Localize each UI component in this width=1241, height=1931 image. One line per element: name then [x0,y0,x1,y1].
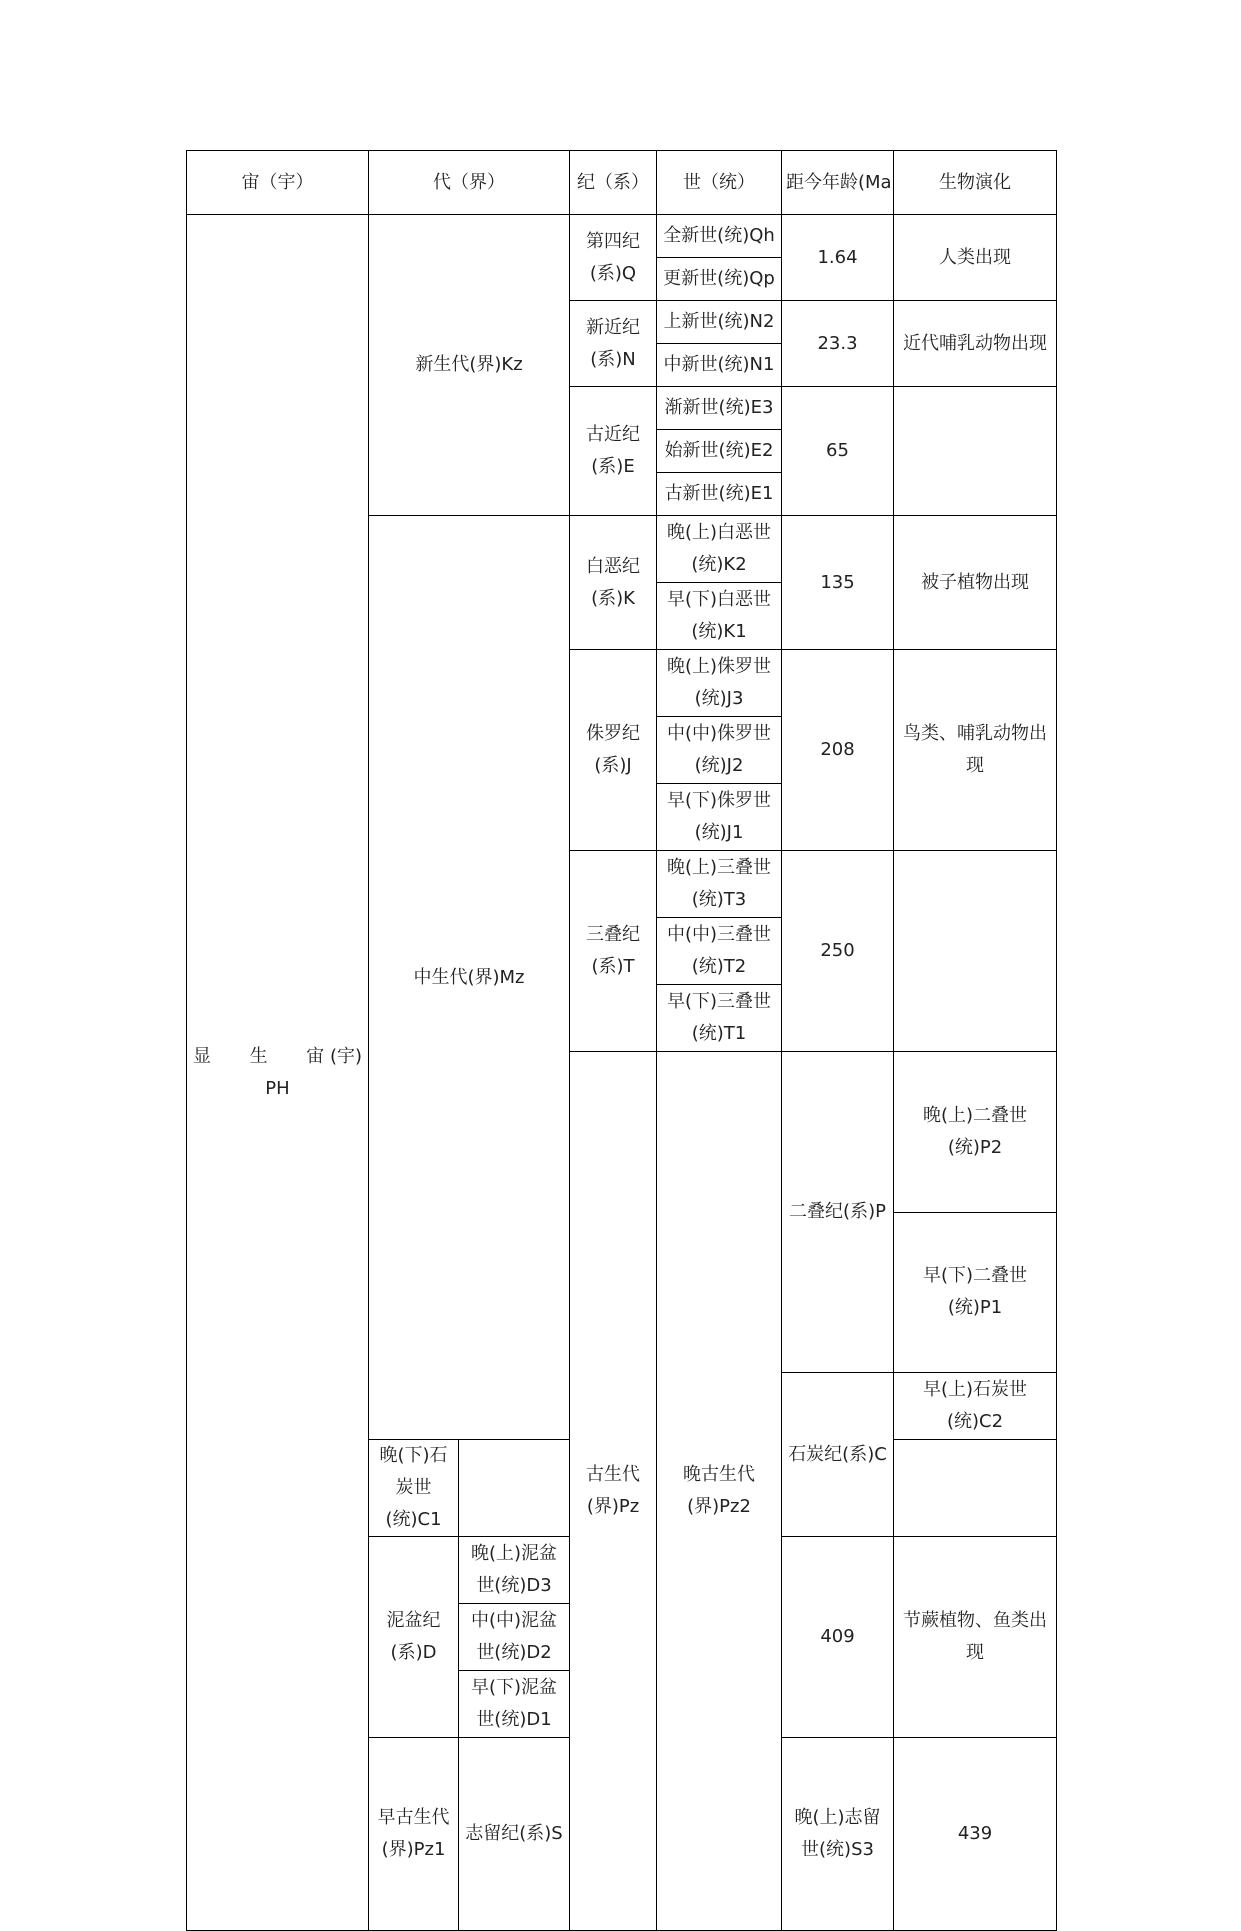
period-cell: 古近纪(系)E [570,387,657,516]
period-cell: 二叠纪(系)P [782,1052,894,1373]
age-cell: 135 [782,516,894,650]
age-cell: 439 [894,1738,1057,1931]
era-late-paleozoic: 晚古生代(界)Pz2 [657,1052,782,1931]
epoch-cell: 更新世(统)Qp [657,258,782,301]
epoch-cell: 渐新世(统)E3 [657,387,782,430]
bio-cell [894,851,1057,1052]
epoch-cell: 晚(上)志留世(统)S3 [782,1738,894,1931]
age-cell: 208 [782,650,894,851]
epoch-cell: 晚(上)泥盆世(统)D3 [459,1537,570,1604]
col-header-epoch: 世（统） [657,151,782,215]
epoch-cell: 晚(上)侏罗世(统)J3 [657,650,782,717]
epoch-cell: 中(中)侏罗世(统)J2 [657,717,782,784]
epoch-cell: 早(下)侏罗世(统)J1 [657,784,782,851]
period-cell: 白恶纪(系)K [570,516,657,650]
eon-char-3: 宙 (宇) [306,1045,362,1067]
era-mesozoic: 中生代(界)Mz [369,516,570,1440]
eon-code: PH [265,1077,290,1099]
age-cell: 65 [782,387,894,516]
period-cell: 新近纪(系)N [570,301,657,387]
epoch-cell: 中(中)泥盆世(统)D2 [459,1604,570,1671]
period-cell: 三叠纪(系)T [570,851,657,1052]
epoch-cell: 晚(下)石炭世(统)C1 [369,1440,459,1537]
period-cell: 石炭纪(系)C [782,1373,894,1537]
period-cell: 侏罗纪(系)J [570,650,657,851]
eon-char-2: 生 [249,1045,268,1067]
age-cell: 1.64 [782,215,894,301]
epoch-cell: 早(下)泥盆世(统)D1 [459,1671,570,1738]
col-header-period: 纪（系） [570,151,657,215]
bio-cell: 近代哺乳动物出现 [894,301,1057,387]
bio-cell [894,387,1057,516]
period-cell: 第四纪(系)Q [570,215,657,301]
epoch-cell: 古新世(统)E1 [657,473,782,516]
bio-cell: 鸟类、哺乳动物出现 [894,650,1057,851]
bio-cell: 人类出现 [894,215,1057,301]
epoch-cell: 早(下)白恶世(统)K1 [657,583,782,650]
epoch-cell: 晚(上)二叠世(统)P2 [894,1052,1057,1213]
era-early-paleozoic: 早古生代(界)Pz1 [369,1738,459,1931]
epoch-cell: 上新世(统)N2 [657,301,782,344]
age-cell: 23.3 [782,301,894,387]
age-cell: 250 [782,851,894,1052]
epoch-cell: 中新世(统)N1 [657,344,782,387]
header-row [187,151,1057,215]
table-row [187,215,1057,258]
epoch-cell: 中(中)三叠世(统)T2 [657,918,782,985]
epoch-cell: 始新世(统)E2 [657,430,782,473]
col-header-era: 代（界） [369,151,570,215]
era-paleozoic: 古生代(界)Pz [570,1052,657,1931]
epoch-cell: 晚(上)白恶世(统)K2 [657,516,782,583]
epoch-cell: 早(上)石炭世(统)C2 [894,1373,1057,1440]
period-cell: 泥盆纪(系)D [369,1537,459,1738]
col-header-bio: 生物演化 [894,151,1057,215]
epoch-cell: 晚(上)三叠世(统)T3 [657,851,782,918]
bio-cell: 被子植物出现 [894,516,1057,650]
bio-cell: 节蕨植物、鱼类出现 [894,1537,1057,1738]
period-cell: 志留纪(系)S [459,1738,570,1931]
eon-char-1: 显 [193,1045,211,1067]
geologic-time-table [186,150,1057,1931]
age-cell: 409 [782,1537,894,1738]
epoch-cell: 早(下)三叠世(统)T1 [657,985,782,1052]
epoch-cell: 早(下)二叠世(统)P1 [894,1212,1057,1373]
eon-cell [187,215,369,1931]
col-header-age: 距今年龄(Ma [782,151,894,215]
epoch-cell: 全新世(统)Qh [657,215,782,258]
col-header-eon: 宙（宇） [187,151,369,215]
era-cenozoic: 新生代(界)Kz [369,215,570,516]
